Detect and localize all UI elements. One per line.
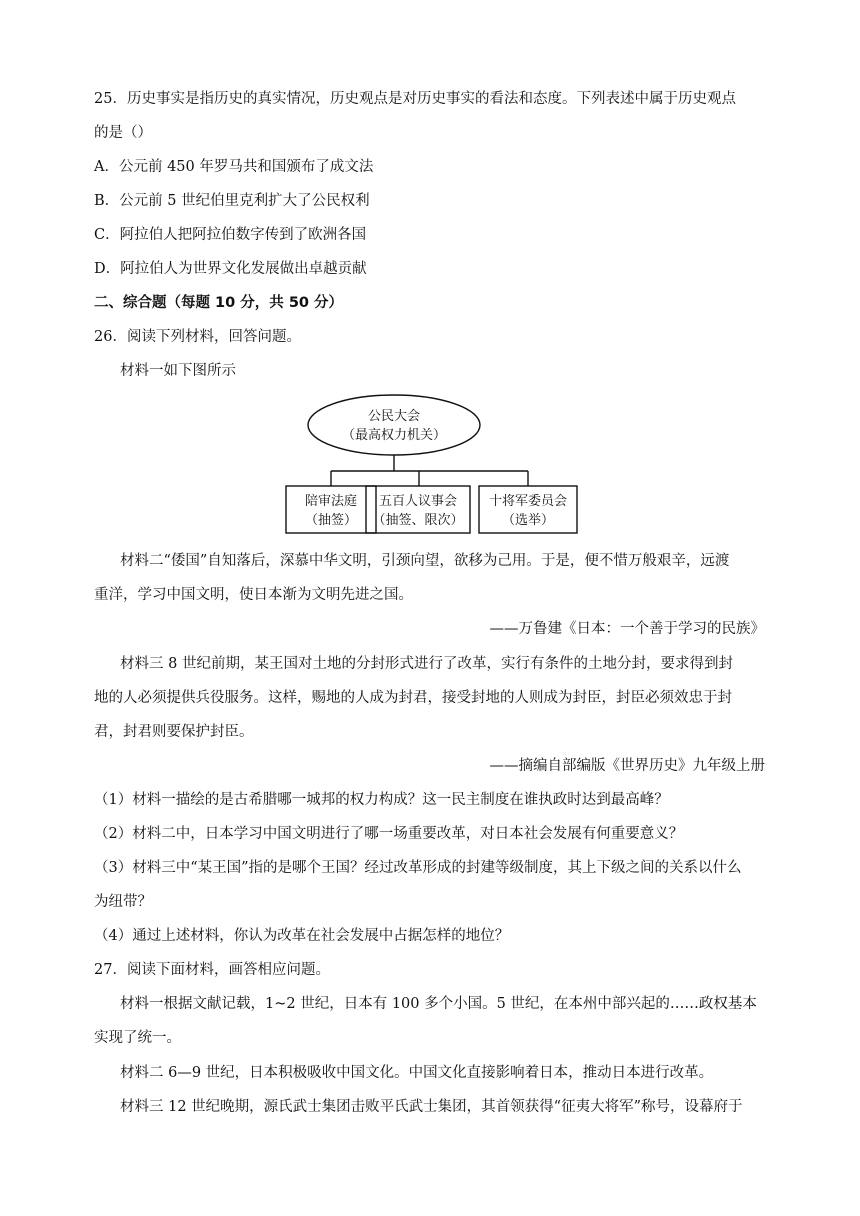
q26-material1-intro: 材料一如下图所示 bbox=[120, 363, 236, 379]
q27-material1-line2: 实现了统一。 bbox=[94, 1030, 181, 1046]
q26-material3-line3: 君，封君则要保护封臣。 bbox=[94, 724, 254, 740]
q25-option-b: B．公元前 5 世纪伯里克利扩大了公民权利 bbox=[94, 193, 370, 209]
q26-material2-line2: 重洋，学习中国文明，使日本渐为文明先进之国。 bbox=[94, 587, 413, 603]
diagram-top-line1: 公民大会 bbox=[367, 409, 421, 424]
diagram-box3-line1: 十将军委员会 bbox=[488, 494, 568, 509]
q27-material1-line1: 材料一根据文献记载，1~2 世纪，日本有 100 多个小国。5 世纪，在本州中部兴起的……政权基本 bbox=[120, 996, 757, 1012]
q26-sub1: （1）材料一描绘的是古希腊哪一城邦的权力构成？这一民主制度在谁执政时达到最高峰？ bbox=[94, 792, 669, 808]
q26-sub2: （2）材料二中，日本学习中国文明进行了哪一场重要改革，对日本社会发展有何重要意义？ bbox=[94, 826, 684, 842]
q26-material3-line2: 地的人必须提供兵役服务。这样，赐地的人成为封君，接受封地的人则成为封臣，封臣必须效忠于封 bbox=[94, 690, 732, 706]
q25-stem-line2: 的是（） bbox=[94, 125, 152, 141]
diagram-box-jury-court bbox=[286, 486, 376, 533]
diagram-top-line2: （最高权力机关） bbox=[341, 428, 447, 443]
q26-sub3-line2: 为纽带？ bbox=[94, 894, 152, 910]
diagram-box3-line2: （选举） bbox=[501, 513, 555, 528]
q26-material3-line1: 材料三 8 世纪前期，某王国对土地的分封形式进行了改革，实行有条件的土地分封，要求得到封 bbox=[120, 656, 733, 672]
diagram-box-council-500 bbox=[366, 486, 470, 533]
diagram-box1-line2: （抽签） bbox=[304, 513, 358, 528]
diagram-ellipse-citizens-assembly bbox=[308, 395, 480, 455]
q25-stem-line1: 25．历史事实是指历史的真实情况，历史观点是对历史事实的看法和态度。下列表述中属于历史观点 bbox=[94, 91, 736, 107]
diagram-box2-line2: （抽签、限次） bbox=[372, 513, 464, 528]
q26-material2-source: ——万鲁建《日本：一个善于学习的民族》 bbox=[489, 621, 765, 637]
q25-option-d: D．阿拉伯人为世界文化发展做出卓越贡献 bbox=[94, 261, 367, 277]
q27-stem: 27．阅读下面材料，画答相应问题。 bbox=[94, 962, 330, 978]
q27-material2-line1: 材料二 6—9 世纪，日本积极吸收中国文化。中国文化直接影响着日本，推动日本进行改革。 bbox=[120, 1065, 714, 1081]
section2-title: 二、综合题（每题 10 分，共 50 分） bbox=[94, 295, 344, 311]
q26-sub4: （4）通过上述材料，你认为改革在社会发展中占据怎样的地位？ bbox=[94, 928, 510, 944]
diagram-box2-line1: 五百人议事会 bbox=[378, 494, 458, 509]
q26-material2-line1: 材料二“倭国”自知落后，深慕中华文明，引颈向望，欲移为己用。于是，便不惜万般艰辛，远渡 bbox=[120, 553, 730, 569]
q26-material3-source: ——摘编自部编版《世界历史》九年级上册 bbox=[489, 758, 765, 774]
q26-sub3-line1: （3）材料三中“某王国”指的是哪个王国？经过改革形成的封建等级制度，其上下级之间的关系以什么 bbox=[94, 860, 742, 876]
q27-material3-line1: 材料三 12 世纪晚期，源氏武士集团击败平氏武士集团，其首领获得“征夷大将军”称号，设幕府于 bbox=[120, 1099, 743, 1115]
q25-option-c: C．阿拉伯人把阿拉伯数字传到了欧洲各国 bbox=[94, 227, 367, 243]
q26-stem: 26．阅读下列材料，回答问题。 bbox=[94, 329, 301, 345]
diagram-box1-line1: 陪审法庭 bbox=[304, 494, 358, 509]
diagram-box-ten-generals bbox=[479, 486, 577, 533]
q25-option-a: A．公元前 450 年罗马共和国颁布了成文法 bbox=[94, 159, 374, 175]
